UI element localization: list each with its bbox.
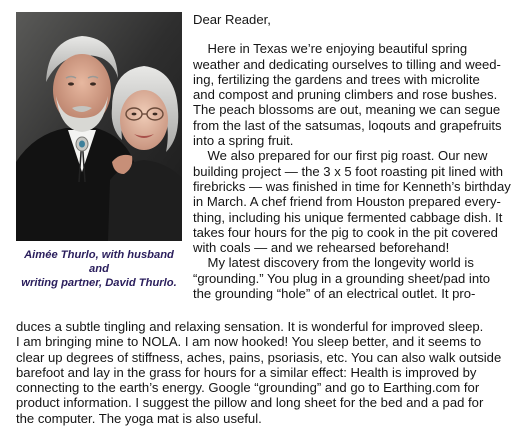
letter-text-line: in March. A chef friend from Houston prepared every-: [193, 194, 501, 210]
letter-text-line: into a spring fruit.: [193, 133, 294, 149]
letter-text-line: product information. I suggest the pillow and long sheet for the bed and a pad for: [16, 395, 484, 411]
letter-text-line: I am bringing mine to NOLA. I am now hooked! You sleep better, and it seems to: [16, 334, 482, 350]
author-photo: [16, 12, 182, 241]
letter-text-line: clear up degrees of stiffness, aches, pains, psoriasis, etc. You can also walk outside: [16, 349, 502, 365]
letter-full-width-body: [16, 319, 516, 426]
letter-text-line: weather and dedicating ourselves to tilling and weed-: [193, 56, 501, 72]
letter-text-line: firebricks — was finished in time for Kenneth’s birthday: [193, 178, 511, 194]
letter-text-line: connecting to the earth’s energy. Google “grounding” and go to Earthing.com for: [16, 380, 480, 396]
letter-text-line: takes four hours for the pig to cook in the pit covered: [193, 224, 498, 240]
letter-column: [193, 12, 513, 301]
letter-text-line: thing, including his unique fermented cabbage dish. It: [193, 209, 503, 225]
caption-line: writing partner, David Thurlo.: [21, 277, 177, 289]
photo-caption: [16, 248, 182, 290]
letter-text-line: barefoot and lay in the grass for hours for a similar effect: Health is improved by: [16, 364, 477, 380]
letter-text-line: building project — the 3 x 5 foot roasting pit lined with: [193, 163, 504, 179]
letter-text-line: Here in Texas we’re enjoying beautiful spring: [193, 41, 468, 57]
letter-text-line: and compost and pruning climbers and rose bushes.: [193, 87, 498, 103]
caption-line: Aimée Thurlo, with husband and: [24, 249, 174, 275]
letter-greeting: Dear Reader,: [193, 12, 271, 27]
letter-full-body: [16, 319, 516, 426]
letter-text-line: ing, fertilizing the gardens and trees with microlite: [193, 71, 480, 87]
letter-text-line: My latest discovery from the longevity world is: [193, 255, 474, 271]
letter-text-line: the computer. The yoga mat is also useful.: [16, 410, 262, 426]
letter-text-line: The peach blossoms are out, meaning we can segue: [193, 102, 501, 118]
letter-text-line: the grounding “hole” of an electrical outlet. It pro-: [193, 286, 476, 302]
letter-text-line: “grounding.” You plug in a grounding sheet/pad into: [193, 270, 491, 286]
letter-text-line: from the last of the satsumas, loqouts and grapefruits: [193, 117, 502, 133]
letter-text-line: with coals — and we rehearsed beforehand!: [193, 240, 450, 256]
letter-text-line: We also prepared for our first pig roast. Our new: [193, 148, 488, 164]
letter-column-body: [193, 41, 513, 301]
letter-text-line: duces a subtle tingling and relaxing sensation. It is wonderful for improved sleep.: [16, 319, 484, 334]
